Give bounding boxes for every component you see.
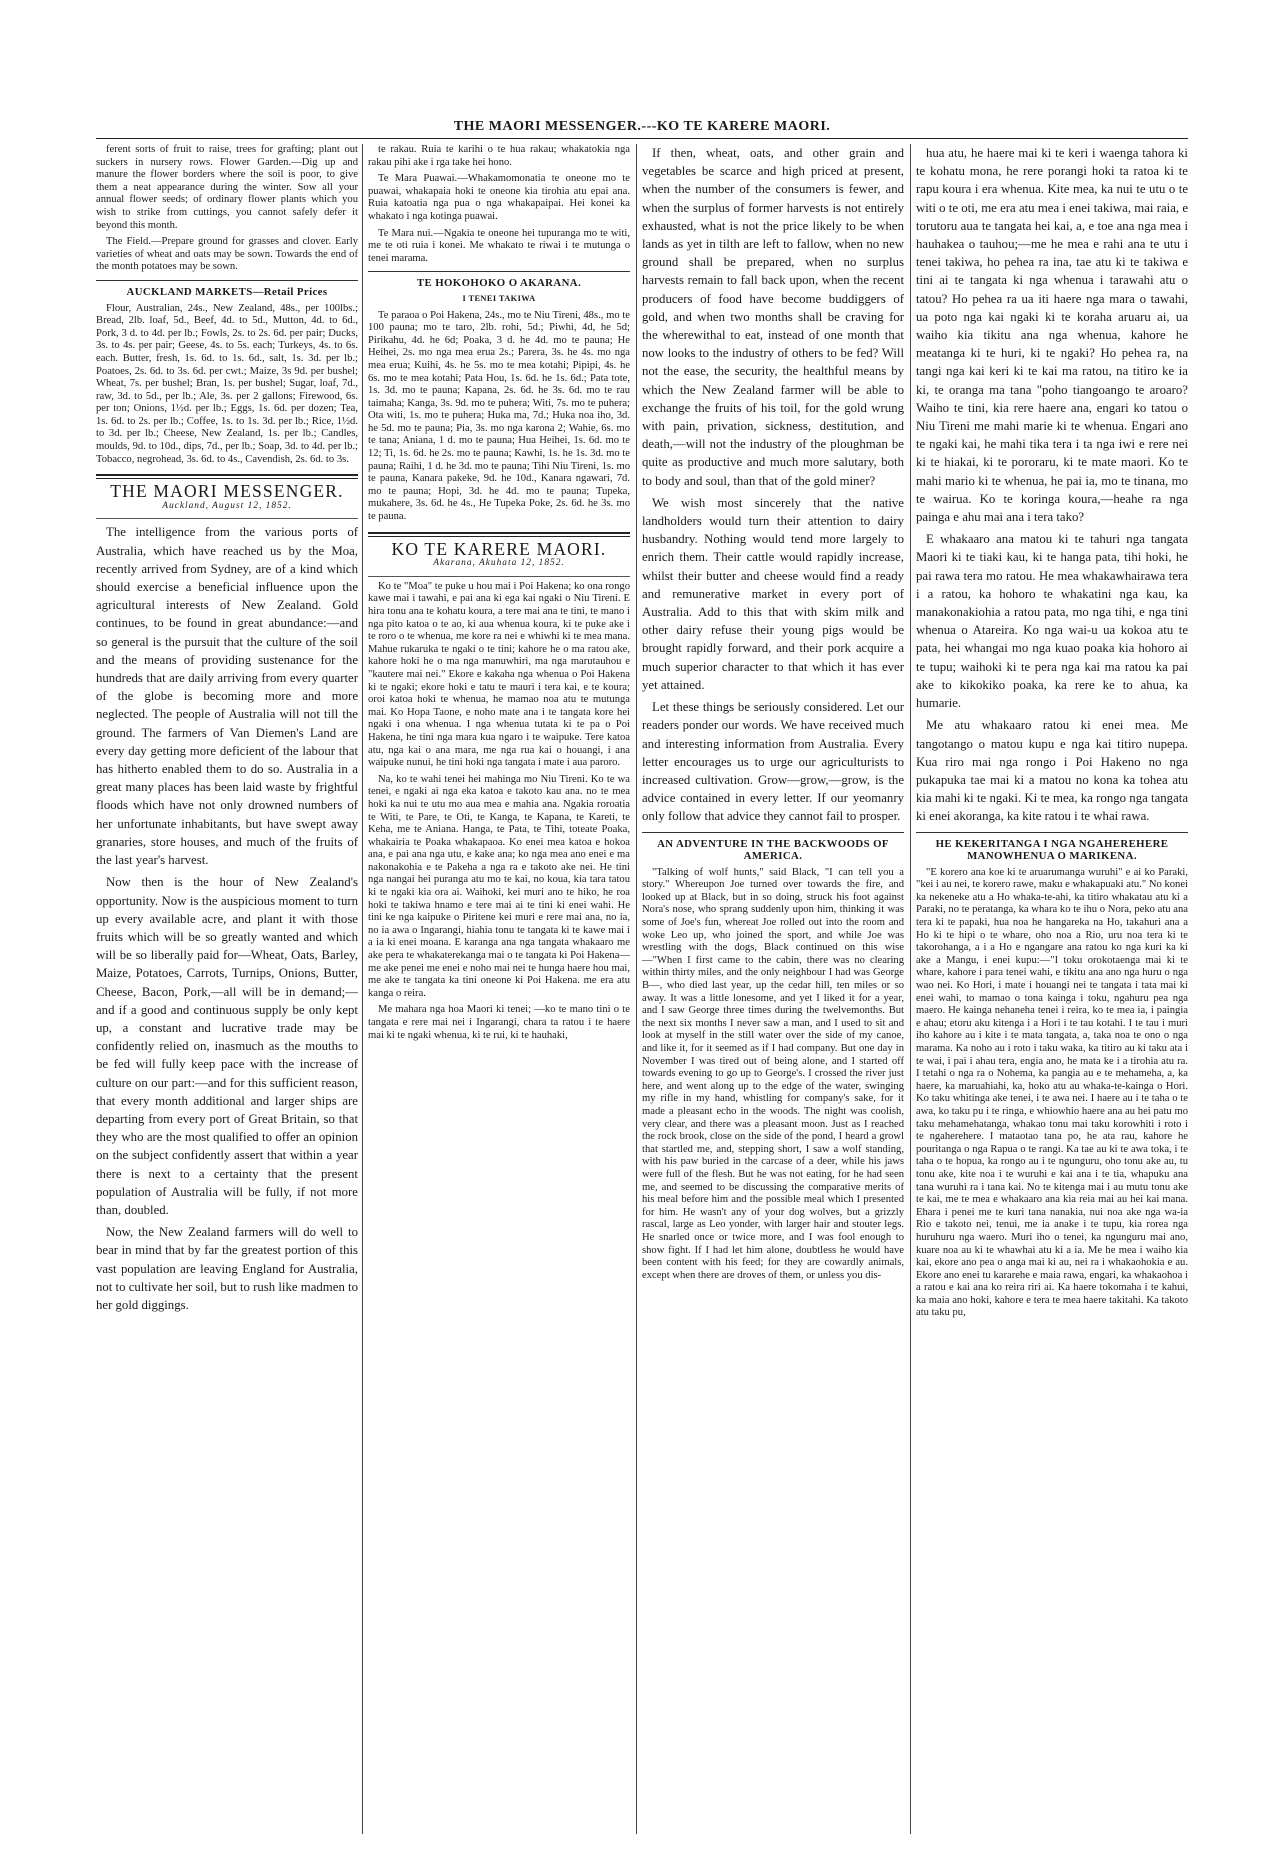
markets-paragraph: Flour, Australian, 24s., New Zealand, 48s., per 100lbs.; Bread, 2lb. loaf, 5d., Beef, 4d. to 5d., Mutton, 4d. to 6d., Pork, 3 d. to 4d. per lb.; Fowls, 2s. to 2s. 6d. per pair; Ducks, 3s. to 4s. per pair; Geese, 4s. to 5s. each; Turkeys, 4s. to 6s. each. Butter, fresh, 1s. 6d. to 1s. 6d., salt, 1s. 3d. per lb.; Poatoes, 2s. 6d. to 3s. 6d. per cwt.; Maize, 3s 9d. per bushel; Wheat, 7s. per bushel; Bran, 1s. per bushel; Sugar, loaf, 7d., raw, 3d. to 5d., per lb.; Ale, 3s. per 2 gallons; Firewood, 6s. per ton; Onions, 1½d. per lb.; Eggs, 1s. 6d. per dozen; Tea, 1s. 6d. to 2s. per lb.; Coffee, 1s. to 1s. 3d. per lb.; Rice, 1½d. to 3d. per lb.; Cheese, New Zealand, 1s. per lb.; Candles, moulds, 9d. to 10d., dips, 7d., per lb.; Soap, 3d. to 4d. per lb.; Tobacco, negrohead, 3s. 6d. to 4s., Cavendish, 2s. 6d. to 3s. <box>96 302 358 465</box>
hokohoko-heading: TE HOKOHOKO O AKARANA. <box>368 271 630 290</box>
english-paper-title: THE MAORI MESSENGER. <box>110 481 344 502</box>
column-rule <box>362 144 363 1834</box>
column-1 <box>96 144 358 1834</box>
hokohoko-paragraph: Te paraoa o Poi Hakena, 24s., mo te Niu Tireni, 48s., mo te 100 pauna; mo te taro, 2lb. rohi, 5d.; Piwhi, 4d, he 5d; Pirikahu, 4d. he 6d; Poaka, 3 d. he 4d. mo te pauna; He Heihei, 2s. mo nga mea erua 2s.; Parera, 3s. he 4s. mo nga mea erua; Kuihi, 4s. he 5s. mo te mea kotahi; Pipipi, 4s. he 6s. mo te mea kotahi; Pata Hou, 1s. 6d. he 1s. 6d.; Pata tote, 1s. 3d. mo te pauna; Kapana, 2s. 6d. he 3s. 6d. mo te rau taimaha; Kanga, 3s. 9d. mo te puhera; Witi, 7s. mo te puhera; Ota witi, 1s. mo te puhera; Huka ma, 7d.; Huka noa iho, 3d. he 5d. mo te pauna; Pia, 3s. mo nga karona 2; Wahie, 6s. mo te tana; Aniana, 1 d. mo te pauna; Hua Heihei, 1s. 6d. mo te 12; Ti, 1s. 6d. he 2s. mo te pauna; Kawhi, 1s. he 1s. 3d. mo te pauna; Raihi, 1 d. he 3d. mo te pauna; Tihi Niu Tireni, 1s. mo te pauna, Kanara pakeke, 9d. he 10d., Kanara ngawari, 7d. mo te pauna; Hopi, 3d. he 4d. mo te pauna; Tupeka, mukahere, 3s. 6d. he 4s., He Tupeka Poke, 2s. 6d. he 3s. mo te pauna. <box>368 309 630 523</box>
maori-editorial-paragraph-3: Me mahara nga hoa Maori ki tenei; —ko te mano tini o te tangata e rere mai nei i Ingarangi, chara ta ratou i te haere mai ki te ngaki whenua, ki te rui, ki te hauhaki, <box>368 1004 630 1041</box>
mara-nui-paragraph: Te Mara nui.—Ngakia te oneone hei tupuranga mo te witi, me te oti ruia i konei. Me whakato te riwai i te mutunga o tenei marama. <box>368 227 630 264</box>
dateline-rule <box>368 576 630 577</box>
maori-editorial-paragraph-6: Me atu whakaaro ratou ki enei mea. Me tangotango o matou kupu e nga kai titiro nupepa. Kua riro mai nga rongo i Poi Hakeno no nga pukapuka tae mai ki a matou no kona ka tohea atu kia mahi ki te ngaki. Ki te mea, ka rongo nga tangata ki enei akoranga, ka kite ratou i te whai rawa. <box>916 718 1188 824</box>
newspaper-page <box>96 118 1188 1838</box>
maori-editorial-paragraph-1: Ko te "Moa" te puke u hou mai i Poi Hakena; ko ona rongo kawe mai i tawahi, e pai ana ki ega kai ngaki o Niu Tireni. E hira tonu ana te kohatu koura, a tere mai ana te tini, te mano i nga pito katoa o te ao, ki aua whenua koura, ki te puke ake i te roro o te whenua, me kore ra nei e whiwhi ki te mea mana. Mahue rukaruka te ngaki o te tini; kahore he o ma ratou ake, kahore hoki he o ma nga manuwhiri, ma nga marutauhou e "kautere mai nei." Ekore e kakaha nga whenua o Poi Hakena ki te ngaki; ekore hoki e tatu te mauri i tera kai, e te koura; oroi katoa hoki te whenua, he mamao noa atu te mutunga mai. Ko Hopa Taone, e noho mate ana i te tangata kore hei ngaki i ona whenua. I nga whenua tutata ki te pa o Poi Hakena, he tini nga mara kua ngaro i te waipuke. Tere katoa atu, nga kai o ana mara, me nga rua kai o houangi, i ana waipuke nunui, he tini hoki nga tangata i mate i aua paroro. <box>368 580 630 769</box>
column-3 <box>642 144 904 1834</box>
adventure-paragraph: "Talking of wolf hunts," said Black, "I can tell you a story." Whereupon Joe turned over towards the fire, and looked up at Black, but in so doing, struck his foot against Nora's nose, who sprang suddenly upon him, thinking it was some of Joe's fun, whereat Joe rolled out into the room and woke Leo up, who joined the sport, and while Joe was wrestling with the dogs, Black continued on this wise—"When I first came to the cabin, there was no clearing within thirty miles, and the only neighbour I had was George B—, who died last year, up the cedar hill, ten miles or so away. It was a little lonesome, and yet I liked it for a year, and I saw George three times during the twelvemonths. But the next six months I never saw a man, and I used to sit and look at myself in the still water over the side of my canoe, and like it, for it seemed as if I had company. But one day in November I was tired out of being alone, and I started off towards evening to go up to George's. I crossed the river just here, and went along up to the edge of the water, swinging my rifle in my hand, whistling for company's sake, for it made a pleasant echo in the woods. The night was coolish, very clear, and there was a pleasant moon. Just as I reached the rock brook, close on the side of the pond, I heard a growl that startled me, and, stepping short, I saw a wolf standing, with his paw buried in the carcase of a deer, while his jaws were full of the flesh. But he was not eating, for he had seen me, and seemed to be discussing the comparative merits of his meal before him and the possible meal which I presented for him. He wasn't any of your dog wolves, but a grizzly rascal, large as Leo yonder, with larger hair and stouter legs. He snarled once or twice more, and I was fool enough to show fight. If I had let him alone, doubtless he would have been content with his feed; for they are cowardly animals, except when there are droves of them, or unless you dis- <box>642 866 904 1281</box>
hokohoko-subheading: I TENEI TAKIWA <box>462 293 536 303</box>
heading-rule <box>96 474 358 479</box>
column-2 <box>368 144 630 1834</box>
markets-heading: AUCKLAND MARKETS—Retail Prices <box>96 280 358 299</box>
editorial-paragraph-1: The intelligence from the various ports of Australia, which have reached us by the Moa, recently arrived from Sydney, are of a kind which should exercise a beneficial influence upon the agricultural interests of New Zealand. Gold continues, to be found in great abundance:—and so general is the pursuit that the culture of the soil and the means of providing sustenance for the hundreds that are daily arriving from every quarter of the globe is becoming more and more neglected. The people of Australia will not till the ground. The farmers of Van Diemen's Land are every day getting more deficient of the labour that has hitherto enabled them to do so. Australia in a great many places has been laid waste by frightful floods which have not only drowned numbers of her unfortunate inhabitants, but have swept away granaries, store houses, and much of the fruits of the last year's harvest. <box>96 525 358 868</box>
column-4 <box>916 144 1188 1834</box>
garden-paragraph: ferent sorts of fruit to raise, trees for grafting; plant out suckers in nursery rows. Flower Garden.—Dig up and manure the flower borders where the soil is poor, to give them a neat appearance during the winter. Sow all your annual flower seeds; of ordinary flower plants which you wish to strike from cuttings, you cannot safely defer it beyond this month. <box>96 144 358 231</box>
field-paragraph: The Field.—Prepare ground for grasses and clover. Early varieties of wheat and oats may be sown. Towards the end of the month potatoes may be sown. <box>96 236 358 273</box>
column-rule <box>636 144 637 1834</box>
dateline-rule <box>96 518 358 519</box>
maori-editorial-paragraph-4: hua atu, he haere mai ki te keri i waenga tahora ki te kohatu mona, he rere porangi hoki ta ratoa ki te rapu koura i era whenua. Kite mea, ka nui te utu o te witi o te oti, me era atu mea i enei takiwa, mai raia, e torutoru aua te tangata hei kai, a, e toe ana nga mea i hauhakea o tauhou;—me he mea e rahi ana te utu i tenei takiwa, ho pehea ra ina, tae atu ki te takiwa e tini ai te tangata ki nga whenua i tarawahi atu o tatou? Ho pehea ra ua iti haere nga mara o tawahi, ua poto nga kai ngaki ki te koraha aruaru ai, ua waiho kia tikitu ana nga whenua, kahore he meatanga ki te huri, ki te ngaki? Ho pehea ra, na tangi nga kai keri ki te kai ma ratou, na titiro ke ia ki, te oranga ma tana "poho tiangoango te aroaro? Waiho te tini, kia rere haere ana, engari ko tatou o Niu Tireni me mahi marie ki te whenua. Engari ano te ngaki kai, he mahi tika tera i ta nga iwi e rere nei ki te hiakai, ki te pororaru, ki te mate maori. Ko te mahi mario ki te whenua, he pai ia, mo te tinana, mo te wairua. Ko te koringa koura,—heahe ra nga painga e ahu mai ana i tera tako? <box>916 146 1188 525</box>
maori-editorial-paragraph-2: Na, ko te wahi tenei hei mahinga mo Niu Tireni. Ko te wa tenei, e ngaki ai nga eka katoa e takoto kau ana. no te mea hoki ka nui te utu mo aua mea e mahia ana. Ngakia roroatia te Witi, te Pare, te Oti, te Kanga, te Kapana, te Kareti, te Keha, me te Aniana. Hanga, te Pata, te Tihi, toteate Poaka, whakairia te Poaka whakapaoa. Ko enei mea katoa e hokoa ana, e pai ana nga utu, e kake ana; ko nga mea ano enei e ma nakonakohia e te Pakeha a nga ra e takoto ake nei. He tini nga nangai hei puranga atu mo te kai, no koua, kia tara tatou ki te ngaki kia ora ai. Waihoki, kei muri ano te hiko, he roa hoki te takiwa hnamo e tere mai ai te tini ki enei wahi. He tini ke nga kaipuke o Piritene kei muri e rere mai ana, no ia, no ia awa o Ingarangi, hiahia tonu te tangata ki te kawe mai i a ia ki enei moana. E karanga ana nga tangata whakaaro me ake pera te whakaterekanga mai o te tangata ki Poi Hakena—me ake penei me enei e noho mai nei te hunga haere hou mai, me ake te tangata ka tini oneone ki Poi Hakena. me era atu kanga o reira. <box>368 773 630 999</box>
maori-dateline: Akarana, Akuhata 12, 1852. <box>433 558 565 569</box>
kekeri-heading: HE KEKERITANGA I NGA NGAHEREHERE MANOWHENUA O MARIKENA. <box>916 832 1188 863</box>
heading-rule <box>368 532 630 537</box>
editorial-paragraph-6: Let these things be seriously considered. Let our readers ponder our words. We have received much and interesting information from Australia. Every letter encourages us to urge our agriculturists to increased cultivation. Grow—grow,—grow, is the advice contained in every letter. If our yeomanry only follow that advice they cannot fail to prosper. <box>642 700 904 824</box>
adventure-heading: AN ADVENTURE IN THE BACKWOODS OF AMERICA. <box>642 832 904 863</box>
column-rule <box>910 144 911 1834</box>
mara-puawai-paragraph: Te Mara Puawai.—Whakamomonatia te oneone mo te puawai, whakapaia hoki te oneone kia tirohia atu epai ana. Ruia katoatia nga pua o nga whakapaipai. Hei konei ka whakato i nga kotinga puawai. <box>368 173 630 222</box>
maori-paper-title: KO TE KARERE MAORI. <box>391 538 607 559</box>
editorial-paragraph-2: Now then is the hour of New Zealand's opportunity. Now is the auspicious moment to turn up every available acre, and plant it with those fruits which will be so greatly wanted and which will be so liberally paid for—Wheat, Oats, Barley, Maize, Potatoes, Carrots, Turnips, Onions, Butter, Cheese, Bacon, Pork,—all will be in demand;—and if a good and continuous supply be only kept up, a constant and lucrative trade may be confidently relied on, inasmuch as the mouths to be fed will fully keep pace with the increase of culture on our part:—and for this sufficient reason, that every month additional and larger ships are departing from every port of Great Britain, so that they who are the most qualified to offer an opinion on the subject confidently assert that within a year there is next to a certainty that the present population of Australia will be fully, if not more than, doubled. <box>96 875 358 1217</box>
english-dateline: Auckland, August 12, 1852. <box>162 500 292 511</box>
maori-editorial-paragraph-5: E whakaaro ana matou ki te tahuri nga tangata Maori ki te tiaki kau, ki te hanga pata, tihi hoki, he pai rawa tera mo ratou. He mea whakawhairawa tera i a ratou, ka hohoro te whakatini nga kau, ka manakonakiohia a ratou pata, mo nga tihi, e nga tini whenua o Atareira. Ko nga wai-u ua kokoa atu te pata, hei whangai mo nga kuao poaka kia hohoro ai te tupu; waihoki ki te pera nga kai ma ratou ka pai ake to kikokiko poaka, ka rere ke to ahua, ka humarie. <box>916 532 1188 711</box>
garden-paragraph-maori: te rakau. Ruia te karihi o te hua rakau; whakatokia nga rakau pihi ake i rga take hei hono. <box>368 144 630 168</box>
editorial-paragraph-3: Now, the New Zealand farmers will do well to bear in mind that by far the greatest portion of this vast population are leaving England for Australia, not to cultivate her soil, but to rush like madmen to her gold diggings. <box>96 1225 358 1312</box>
editorial-paragraph-5: We wish most sincerely that the native landholders would turn their attention to dairy husbandry. Nothing would tend more largely to enrich them. Their cattle would rapidly increase, whilst their butter and cheese would find a ready and remunerative market in every port of Australia. Add to this that with skim milk and other dairy refuse their young pigs would be brought rapidly forward, and their pork acquire a much superior character to that which it has ever yet attained. <box>642 495 904 692</box>
editorial-paragraph-4: If then, wheat, oats, and other grain and vegetables be scarce and high priced at present, when the number of the consumers is fewer, and when the surplus of former harvests is not entirely exhausted, what is not the price likely to be when lands as yet in tilth are left to fallow, when no new ground shall be prepared, when no surplus harvests remain to fall back upon, when the recent producers of food have become buddiggers of gold, and when two months shall be craving for the wherewithal to eat, instead of one month that now looks to the industry of others to be fed? Will not the ease, the security, the healthful means by which the New Zealand farmer will be able to exchange the fruits of his toil, for the gold wrung with pain, privation, sickness, destitution, and death,—will not the industry of the ploughman be quite as productive and much more salutary, both to body and soul, than that of the gold miner? <box>642 146 904 488</box>
kekeri-paragraph: "E korero ana koe ki te aruarumanga wuruhi" e ai ko Paraki, "kei i au nei, te korero rawe, maku e whakapuaki atu." No konei ka nekeneke atu a Ho whaka-te-ahi, ka titiro whakatau atu ki a Paraki, no te peratanga, ka whara ko te ihu o Nora, peko atu ana tera ki te papaki, hua noa he hangareka na Ho, takahuri ana a Ho ki te hipi o te whare, oho noa a Rio, uru noa tera ki te takorohanga, a i a Ho e ngangare ana ratou ko nga kuri ka ki ake a Mangu, i enei kupu:—"I toku orokotaenga mai ki te whare, kahore i para tenei wahi, e tikitu ana ano nga huru o nga wao nei. Ko Hori, i mate i houangi nei te tangata i tata mai ki enei wahi, to mamao o tona kainga i toku, ngahuru pea nga maero. He kainga nehaneha tenei i reira, ko te mea ia, i paingia e ahau; etoru aku kitenga i a Hori i te tau kotahi. I te tau i muri iho kahore au i kite i te mata tangata, a, taka noa te ono o nga marama. Ka noho au i roto i taku waka, ka titiro au ki taku ata i te wai, i pai i ahau tera, engia ano, he mata ke i a tirohia atu ra. I tetahi o nga ra o Nohema, ka pangia au e te mehameha, a, ka haere, ka maruahiahi, ka, hoko atu au whaka-te-kainga o Hori. Ko taku whitinga ake tenei, i te awa nei. I haere au i te taha o te awa, ko taku pu i te ringa, e whiowhio haere ana au hei patu mo taku mehamehatanga, whakao tonu mai taku korowhiti i roto i te ngaherehere. I mataotao tana po, he ata rau, kahore he pouritanga o nga Rapua o te rangi. Ka tae au ki te awa toka, i te taha o te hopua, ka rongo au i te ngunguru, oho tonu ake au, tu tonu ake, kite noa i te wuruhi e kai ana i te tia, whapuku ana tana wuruhi ra i tana kai. No te kitenga mai i au mutu tonu ake te kai, me te mea e whakaaro ana kia reia mai au hei kai mana. Ehara i penei me te kuri tana nanakia, nui noa ake nga wa-ia Rio e takoto nei, tenui, me ia anake i te tupu, kia rorea nga huruhuru nga waero. Muri iho o tenei, ka ngunguru mai ano, kuare noa au ki te whawhai atu ki a ia. Me he mea i waiho kia kai, ekore ano pea o anga mai ki au, nei ra i whakaohokia e au. Ekore ano enei tu kararehe e maia rawa, engari, ka whakaohoa i a ratou e kai ana ko reira riri ai. Ka haere tokomaha i te kahui, ka maia ano hoki, kahore e tera te mea haere takitahi. Ka takoto atu taku pu, <box>916 866 1188 1319</box>
masthead: THE MAORI MESSENGER.---KO TE KARERE MAORI. <box>96 118 1188 139</box>
